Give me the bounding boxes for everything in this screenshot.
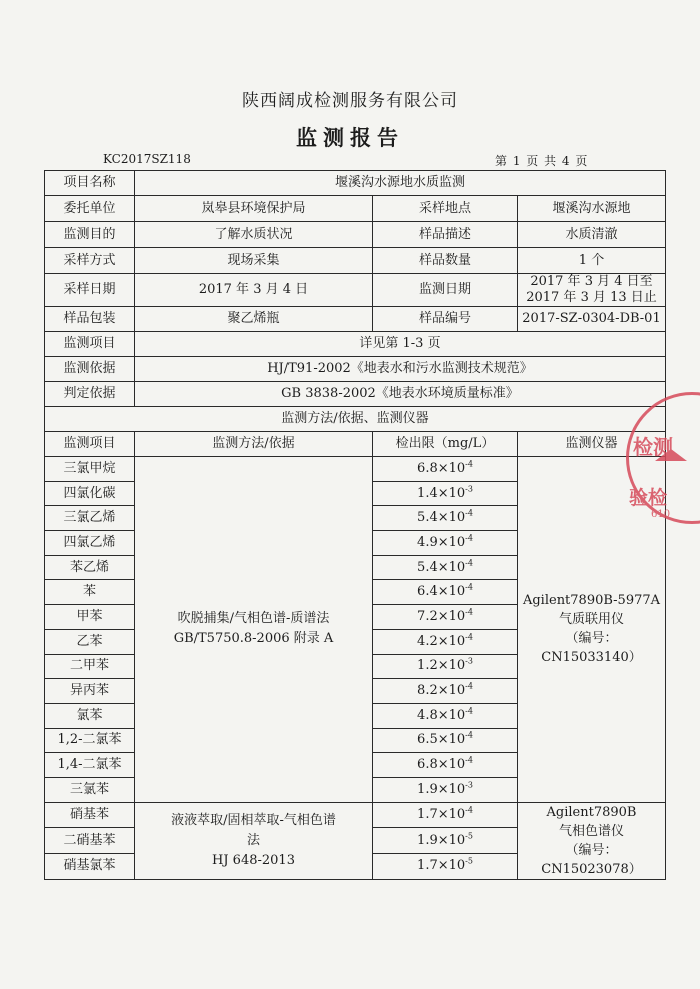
- detection-limit: [373, 506, 518, 531]
- limit-exponent: -3: [465, 780, 473, 790]
- label-purpose: 监测目的: [45, 222, 135, 248]
- limit-mantissa: 8.2×10: [417, 683, 466, 699]
- analyte-name: 二硝基苯: [45, 828, 135, 854]
- analyte-name: 苯: [45, 580, 135, 605]
- detection-limit: [373, 654, 518, 679]
- label-desc: 样品描述: [373, 222, 518, 248]
- limit-exponent: -4: [465, 508, 473, 518]
- detection-limit: [373, 629, 518, 654]
- report-table: [44, 170, 666, 880]
- instrument-line: Agilent7890B: [546, 804, 637, 820]
- label-client: 委托单位: [45, 196, 135, 222]
- analyte-name: 氯苯: [45, 703, 135, 728]
- instrument-cell: [518, 802, 666, 879]
- limit-exponent: -4: [465, 459, 473, 469]
- instrument-line: （编号：CN15023078）: [541, 842, 642, 877]
- limit-exponent: -4: [465, 681, 473, 691]
- table-row: [45, 802, 666, 828]
- detection-limit: [373, 853, 518, 879]
- label-sample-no: 样品编号: [373, 307, 518, 332]
- limit-exponent: -4: [465, 731, 473, 741]
- value-project-name: 堰溪沟水源地水质监测: [135, 171, 666, 196]
- limit-mantissa: 6.8×10: [417, 757, 466, 773]
- row-method-header: [45, 432, 666, 457]
- row-method: [45, 248, 666, 274]
- label-date: 采样日期: [45, 274, 135, 307]
- analyte-name: 三氯乙烯: [45, 506, 135, 531]
- label-site: 采样地点: [373, 196, 518, 222]
- label-items: 监测项目: [45, 332, 135, 357]
- limit-mantissa: 1.9×10: [417, 781, 466, 797]
- label-qty: 样品数量: [373, 248, 518, 274]
- instrument-line: Agilent7890B-5977A: [522, 593, 661, 609]
- limit-exponent: -4: [465, 558, 473, 568]
- limit-mantissa: 6.5×10: [417, 732, 466, 748]
- limit-exponent: -4: [465, 755, 473, 765]
- analyte-name: 二甲苯: [45, 654, 135, 679]
- header-instrument: 监测仪器: [518, 432, 666, 457]
- value-date: 2017 年 3 月 4 日: [135, 274, 373, 307]
- limit-mantissa: 1.2×10: [417, 658, 466, 674]
- row-items: [45, 332, 666, 357]
- limit-exponent: -4: [465, 582, 473, 592]
- value-client: 岚皋县环境保护局: [135, 196, 373, 222]
- value-desc: 水质清澈: [518, 222, 666, 248]
- row-date: [45, 274, 666, 307]
- value-site: 堰溪沟水源地: [518, 196, 666, 222]
- value-purpose: 了解水质状况: [135, 222, 373, 248]
- limit-exponent: -3: [465, 484, 473, 494]
- detection-limit: [373, 753, 518, 778]
- instrument-line: 气相色谱仪: [558, 823, 624, 839]
- value-judge: GB 3838-2002《地表水环境质量标准》: [135, 382, 666, 407]
- page-info: 第 1 页 共 4 页: [495, 154, 588, 168]
- value-sample-no: 2017-SZ-0304-DB-01: [518, 307, 666, 332]
- detection-limit: [373, 481, 518, 506]
- analyte-name: 三氯甲烷: [45, 457, 135, 482]
- analyte-name: 硝基苯: [45, 802, 135, 828]
- header-item: 监测项目: [45, 432, 135, 457]
- detection-limit: [373, 605, 518, 630]
- value-items: 详见第 1-3 页: [135, 332, 666, 357]
- analyte-name: 甲苯: [45, 605, 135, 630]
- method-line: 法: [246, 832, 260, 848]
- company-name: 陕西阔成检测服务有限公司: [242, 91, 458, 111]
- analyte-name: 硝基氯苯: [45, 853, 135, 879]
- limit-mantissa: 1.7×10: [417, 858, 466, 874]
- limit-exponent: -4: [465, 805, 473, 815]
- row-basis: [45, 357, 666, 382]
- detection-limit: [373, 580, 518, 605]
- limit-mantissa: 1.9×10: [417, 832, 466, 848]
- row-purpose: [45, 222, 666, 248]
- method-line: 液液萃取/固相萃取-气相色谱: [171, 812, 336, 828]
- label-project-name: 项目名称: [45, 171, 135, 196]
- limit-mantissa: 4.2×10: [417, 633, 466, 649]
- limit-mantissa: 6.4×10: [417, 584, 466, 600]
- detection-limit: [373, 728, 518, 753]
- analyte-name: 三氯苯: [45, 777, 135, 802]
- seal-text-top: 检测: [633, 435, 673, 459]
- value-method: 现场采集: [135, 248, 373, 274]
- analyte-name: 四氯乙烯: [45, 531, 135, 556]
- analyte-name: 苯乙烯: [45, 555, 135, 580]
- analyte-name: 1,4-二氯苯: [45, 753, 135, 778]
- detection-limit: [373, 531, 518, 556]
- detection-limit: [373, 777, 518, 802]
- analyte-name: 1,2-二氯苯: [45, 728, 135, 753]
- limit-mantissa: 5.4×10: [417, 510, 466, 526]
- seal-text-middle: 验检: [629, 487, 668, 509]
- instrument-line: （编号：CN15033140）: [541, 631, 642, 666]
- row-judge: [45, 382, 666, 407]
- limit-exponent: -5: [465, 856, 473, 866]
- section-title: 监测方法/依据、监测仪器: [45, 407, 666, 432]
- document-number: KC2017SZ118: [103, 152, 191, 166]
- detection-limit: [373, 828, 518, 854]
- row-section-title: [45, 407, 666, 432]
- test-date-end: 2017 年 3 月 13 日止: [526, 290, 657, 305]
- limit-mantissa: 5.4×10: [417, 559, 466, 575]
- table-row: [45, 457, 666, 482]
- seal-text-number: 610: [651, 509, 671, 520]
- limit-exponent: -4: [465, 607, 473, 617]
- method-line: GB/T5750.8-2006 附录 A: [173, 631, 334, 647]
- header-limit: 检出限（mg/L）: [373, 432, 518, 457]
- instrument-line: 气质联用仪: [558, 612, 624, 628]
- test-date-start: 2017 年 3 月 4 日至: [530, 274, 653, 289]
- limit-exponent: -4: [465, 706, 473, 716]
- limit-exponent: -3: [465, 657, 473, 667]
- detection-limit: [373, 802, 518, 828]
- detection-limit: [373, 555, 518, 580]
- method-line: 吹脱捕集/气相色谱-质谱法: [177, 611, 330, 627]
- value-basis: HJ/T91-2002《地表水和污水监测技术规范》: [135, 357, 666, 382]
- limit-exponent: -4: [465, 632, 473, 642]
- value-qty: 1 个: [518, 248, 666, 274]
- value-test-date: [518, 274, 666, 307]
- label-pack: 样品包装: [45, 307, 135, 332]
- label-basis: 监测依据: [45, 357, 135, 382]
- analyte-name: 四氯化碳: [45, 481, 135, 506]
- limit-mantissa: 4.9×10: [417, 534, 466, 550]
- detection-limit: [373, 679, 518, 704]
- limit-exponent: -5: [465, 831, 473, 841]
- row-client: [45, 196, 666, 222]
- limit-mantissa: 1.7×10: [417, 806, 466, 822]
- row-pack: [45, 307, 666, 332]
- report-title: 监测报告: [296, 125, 404, 150]
- label-judge: 判定依据: [45, 382, 135, 407]
- detection-limit: [373, 703, 518, 728]
- header-method: 监测方法/依据: [135, 432, 373, 457]
- method-cell: [135, 802, 373, 879]
- limit-mantissa: 4.8×10: [417, 707, 466, 723]
- limit-mantissa: 6.8×10: [417, 460, 466, 476]
- limit-mantissa: 1.4×10: [417, 485, 466, 501]
- analyte-name: 异丙苯: [45, 679, 135, 704]
- label-method: 采样方式: [45, 248, 135, 274]
- instrument-cell: [518, 457, 666, 803]
- limit-mantissa: 7.2×10: [417, 608, 466, 624]
- analyte-name: 乙苯: [45, 629, 135, 654]
- label-test-date: 监测日期: [373, 274, 518, 307]
- detection-limit: [373, 457, 518, 482]
- method-cell: [135, 457, 373, 803]
- row-project-name: [45, 171, 666, 196]
- value-pack: 聚乙烯瓶: [135, 307, 373, 332]
- limit-exponent: -4: [465, 533, 473, 543]
- method-line: HJ 648-2013: [212, 852, 295, 868]
